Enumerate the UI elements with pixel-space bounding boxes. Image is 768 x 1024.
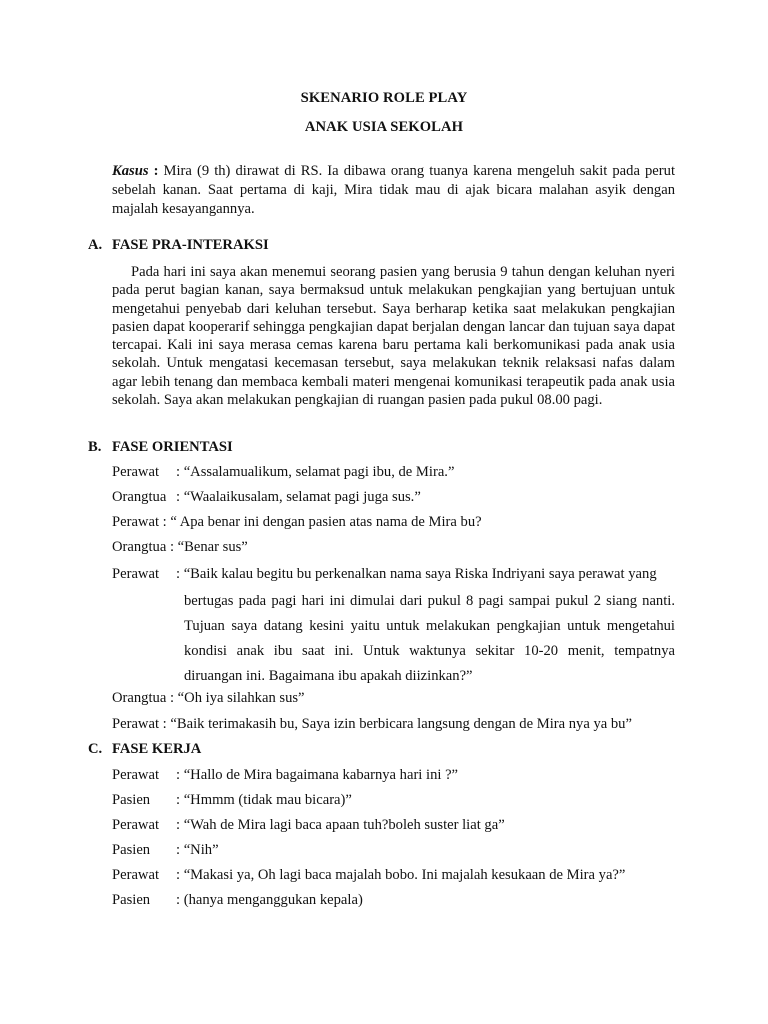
case-colon: :: [148, 163, 159, 179]
dialogue-text: : “Wah de Mira lagi baca apaan tuh?boleh suster liat ga”: [176, 817, 505, 833]
section-a-heading: [88, 236, 269, 254]
dialogue-speaker: Perawat: [112, 867, 160, 883]
dialogue-text: : “ Apa benar ini dengan pasien atas nama de Mira bu?: [162, 514, 482, 530]
section-c-letter: C.: [88, 741, 103, 757]
dialogue-line: [112, 766, 458, 784]
dialogue-line: [112, 841, 219, 859]
case-text: Mira (9 th) dirawat di RS. Ia dibawa orang tuanya karena mengeluh sakit pada perut sebelah kanan. Saat pertama di kaji, Mira tidak mau di ajak bicara malahan asyik dengan majalah kesayangannya.: [112, 163, 675, 217]
dialogue-speaker: Pasien: [112, 792, 151, 808]
section-a-title: FASE PRA-INTERAKSI: [112, 237, 269, 253]
section-b-heading: [88, 438, 233, 456]
dialogue-line: [112, 565, 657, 583]
case-label: Kasus: [112, 163, 149, 179]
case-description: [112, 162, 675, 219]
section-a-letter: A.: [88, 237, 103, 253]
dialogue-text: : “Nih”: [176, 842, 219, 858]
dialogue-speaker: Orangtua: [112, 539, 167, 555]
dialogue-speaker: Perawat: [112, 566, 160, 582]
dialogue-speaker: Orangtua: [112, 690, 167, 706]
dialogue-speaker: Perawat: [112, 817, 160, 833]
dialogue-text: : “Makasi ya, Oh lagi baca majalah bobo. Ini majalah kesukaan de Mira ya?”: [176, 867, 626, 883]
dialogue-speaker: Perawat: [112, 767, 160, 783]
dialogue-line: [112, 488, 421, 506]
dialogue-text: : “Assalamualikum, selamat pagi ibu, de Mira.”: [176, 464, 455, 480]
dialogue-line: [112, 689, 305, 707]
dialogue-line: [112, 866, 625, 884]
dialogue-line: [112, 715, 632, 733]
dialogue-continuation: bertugas pada pagi hari ini dimulai dari pukul 8 pagi sampai pukul 2 siang nanti. Tujuan saya datang kesini yaitu untuk melakukan pengkajian untuk mengetahui kondisi anak ibu saat ini. Untuk waktunya sekitar 10-20 menit, tempatnya diruangan ini. Bagaimana ibu apakah diizinkan?”: [184, 593, 675, 684]
dialogue-speaker: Pasien: [112, 842, 151, 858]
dialogue-line: [112, 891, 363, 909]
section-c-title: FASE KERJA: [112, 741, 202, 757]
dialogue-text: : “Oh iya silahkan sus”: [169, 690, 305, 706]
dialogue-speaker: Orangtua: [112, 489, 167, 505]
document-title: SKENARIO ROLE PLAY: [300, 90, 468, 106]
section-c-heading: [88, 740, 201, 758]
section-b-letter: B.: [88, 439, 102, 455]
dialogue-speaker: Perawat: [112, 514, 160, 530]
dialogue-text: : “Benar sus”: [169, 539, 248, 555]
section-b-title: FASE ORIENTASI: [112, 439, 233, 455]
document-subtitle: ANAK USIA SEKOLAH: [304, 119, 464, 135]
dialogue-text: : “Hmmm (tidak mau bicara)”: [176, 792, 352, 808]
dialogue-line: [112, 791, 352, 809]
dialogue-speaker: Pasien: [112, 892, 151, 908]
dialogue-text: : “Hallo de Mira bagaimana kabarnya hari ini ?”: [176, 767, 459, 783]
dialogue-text: : “Baik terimakasih bu, Saya izin berbicara langsung dengan de Mira nya ya bu”: [162, 716, 632, 732]
dialogue-speaker: Perawat: [112, 464, 160, 480]
dialogue-line: [112, 816, 505, 834]
dialogue-speaker: Perawat: [112, 716, 160, 732]
dialogue-line: [112, 513, 482, 531]
section-a-paragraph: Pada hari ini saya akan menemui seorang pasien yang berusia 9 tahun dengan keluhan nyeri pada perut bagian kanan, saya bermaksud untuk melakukan pengkajian yang bertujuan untuk mengetahui penyebab dari keluhan tersebut. Saya berharap ketika saat melakukan pengkajian pasien dapat kooperarif sehingga pengkajian dapat berjalan dengan lancar dan tujuan saya dapat tercapai. Kali ini saya merasa cemas karena baru pertama kali berkomunikasi pada anak usia sekolah. Untuk mengatasi kecemasan tersebut, saya melakukan teknik relaksasi nafas dalam agar lebih tenang dan membaca kembali materi mengenai komunikasi terapeutik pada anak usia sekolah. Saya akan melakukan pengkajian di ruangan pasien pada pukul 08.00 pagi.: [112, 264, 675, 409]
dialogue-line: [112, 538, 248, 556]
dialogue-text: : (hanya menganggukan kepala): [176, 892, 363, 908]
dialogue-text: : “Baik kalau begitu bu perkenalkan nama saya Riska Indriyani saya perawat yang: [176, 566, 657, 582]
dialogue-line: [112, 463, 454, 481]
dialogue-text: : “Waalaikusalam, selamat pagi juga sus.”: [176, 489, 421, 505]
